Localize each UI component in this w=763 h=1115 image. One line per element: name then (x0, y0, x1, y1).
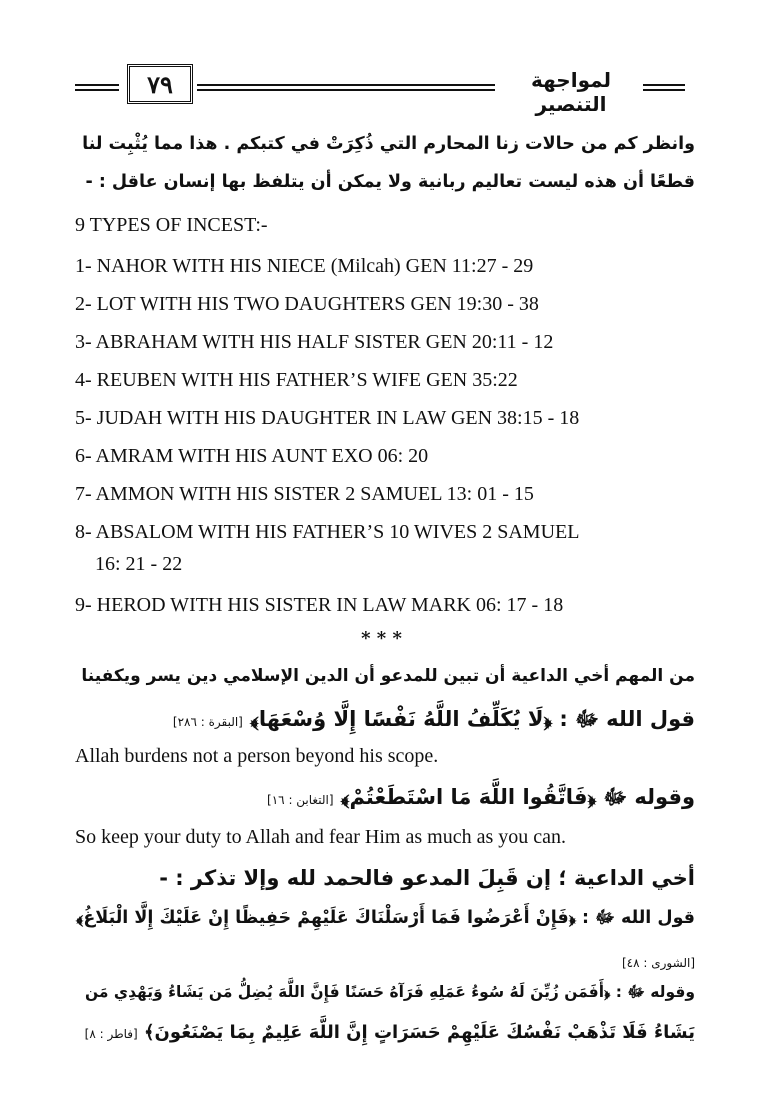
verse-2-text: وقوله ﷻ ﴿فَاتَّقُوا اللَّهَ مَا اسْتَطَعْتُمْ﴾ (340, 785, 695, 809)
list-item-continuation: 16: 21 - 22 (95, 553, 183, 575)
verse-1-reference: [البقرة : ٢٨٦] (172, 715, 243, 729)
intro-arabic-line-1: وانظر كم من حالات زنا المحارم التي ذُكِرَتْ في كتبكم . هذا مما يُثْبِت لنا (82, 134, 695, 154)
verse-2-reference: [التغابن : ١٦] (267, 793, 334, 807)
header-rule-middle (197, 84, 495, 91)
header-rule-left (75, 84, 119, 91)
section2-note: أخي الداعية ؛ إن قَبِلَ المدعو فالحمد لله وإلا تذكر : - (159, 866, 695, 890)
list-item: 9- HEROD WITH HIS SISTER IN LAW MARK 06: 17 - 18 (75, 594, 564, 616)
section-separator: * * * (361, 628, 402, 649)
verse-1 (173, 706, 695, 737)
verse-1-translation: Allah burdens not a person beyond his scope. (75, 745, 439, 767)
list-item: 7- AMMON WITH HIS SISTER 2 SAMUEL 13: 01 - 15 (75, 483, 534, 505)
verse-3-text: قول الله ﷻ : ﴿فَإِنْ أَعْرَضُوا فَمَا أَرْسَلْنَاكَ عَلَيْهِمْ حَفِيظًا إِنْ عَلَيْكَ إِلَّا الْبَلَاغُ﴾ (76, 908, 695, 928)
section2-intro: من المهم أخي الداعية أن تبين للمدعو أن الدين الإسلامي دين يسر ويكفينا (81, 666, 695, 686)
header-rule-right (643, 84, 685, 91)
intro-arabic-line-2: قطعًا أن هذه ليست تعاليم ربانية ولا يمكن أن يتلفظ بها إنسان عاقل : - (85, 172, 695, 192)
verse-4-line-1: وقوله ﷻ : ﴿أَفَمَن زُيِّنَ لَهُ سُوءُ عَمَلِهِ فَرَآهُ حَسَنًا فَإِنَّ اللَّهَ يُضِلُّ مَن يَشَاءُ وَيَهْدِي مَن (84, 983, 695, 1001)
list-item: 4- REUBEN WITH HIS FATHER’S WIFE GEN 35:22 (75, 369, 518, 391)
page-number: ٧٩ (127, 64, 193, 104)
list-item: 1- NAHOR WITH HIS NIECE (Milcah) GEN 11:27 - 29 (75, 255, 534, 277)
verse-3-reference: [الشورى : ٤٨] (621, 956, 695, 970)
verse-4-line-2 (85, 1022, 695, 1043)
page-header (75, 62, 685, 116)
running-title: لمواجهة التنصير (530, 68, 612, 116)
list-item: 3- ABRAHAM WITH HIS HALF SISTER GEN 20:11 - 12 (75, 331, 554, 353)
list-item: 8- ABSALOM WITH HIS FATHER’S 10 WIVES 2 SAMUEL (75, 521, 580, 543)
list-item: 5- JUDAH WITH HIS DAUGHTER IN LAW GEN 38:15 - 18 (75, 407, 580, 429)
incest-list-heading: 9 TYPES OF INCEST:- (75, 214, 268, 236)
verse-4-reference: [فاطر : ٨] (84, 1027, 138, 1041)
verse-1-text: قول الله ﷻ : ﴿لَا يُكَلِّفُ اللَّهُ نَفْسًا إِلَّا وُسْعَهَا﴾ (250, 707, 695, 731)
list-item: 2- LOT WITH HIS TWO DAUGHTERS GEN 19:30 - 38 (75, 293, 539, 315)
verse-2-translation: So keep your duty to Allah and fear Him as much as you can. (75, 826, 566, 848)
verse-2 (267, 784, 695, 815)
verse-4-line-2-text: يَشَاءُ فَلَا تَذْهَبْ نَفْسُكَ عَلَيْهِمْ حَسَرَاتٍ إِنَّ اللَّهَ عَلِيمٌ بِمَا يَصْنَعُونَ﴾ (144, 1022, 695, 1043)
list-item: 6- AMRAM WITH HIS AUNT EXO 06: 20 (75, 445, 429, 467)
